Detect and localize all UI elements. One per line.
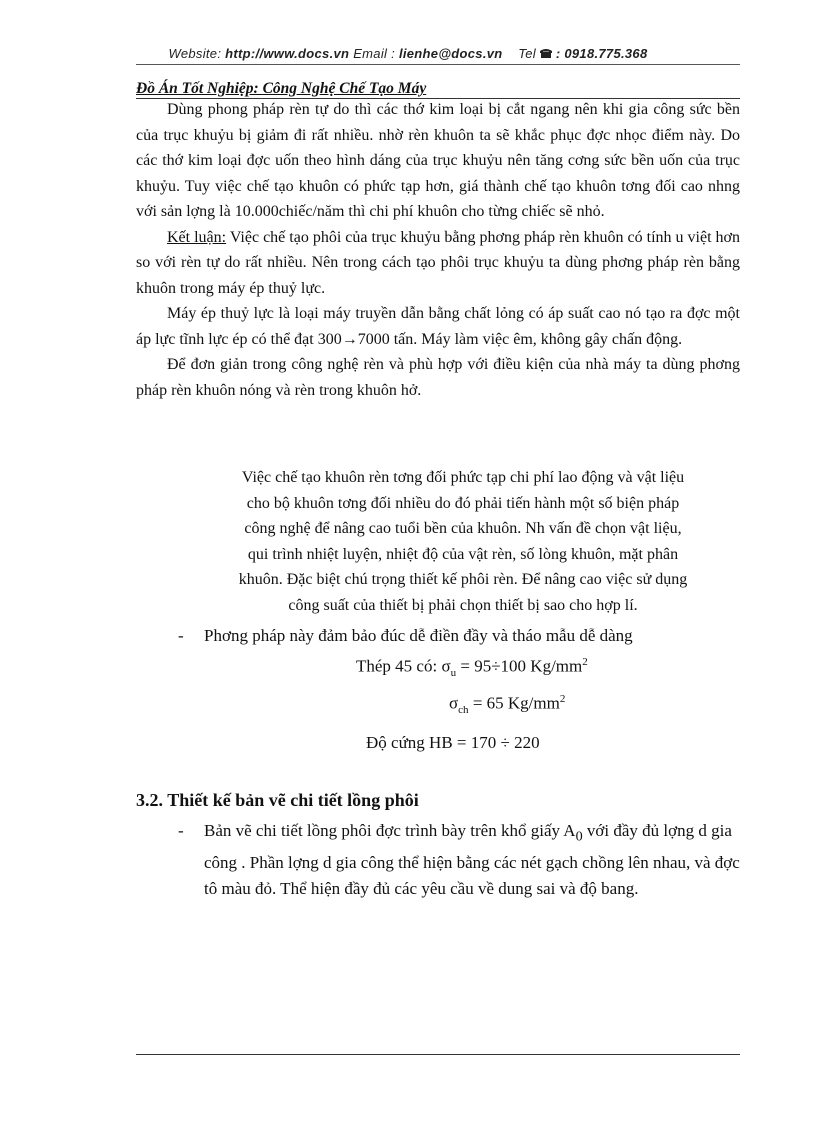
bullet-method [178,623,740,650]
formula-sigma-u [356,656,588,679]
centered-line: công nghệ để nâng cao tuổi bền của khuôn. Nh vấn đề chọn vật liệu, [244,520,682,537]
section-number: 3.2. [136,790,163,810]
formula-prefix: Thép 45 có: [356,656,442,676]
paragraph-conclusion [136,225,740,302]
footer-rule [136,1054,740,1055]
header-rule [136,64,740,65]
paragraph-forging: Dùng phong pháp rèn tự do thì các thớ kim loại bị cắt ngang nên khi gia công sức bền của trục khuỷu bị giảm đi rất nhiều. nhờ rèn khuôn ta sẽ khắc phục đợc nhọc điểm này. Do các thớ kim loại đợc uốn theo hình dáng của trục khuỷu nên tăng cơng sức bền uốn của trục khuỷu. Tuy việc chế tạo khuôn có phức tạp hơn, giá thành chế tạo khuôn tơng đối cao nhng với sản lợng là 10.000chiếc/năm thì chi phí khuôn cho từng chiếc sẽ nhỏ. [136,101,740,220]
centered-line: khuôn. Đặc biệt chú trọng thiết kế phôi rèn. Để nâng cao việc sử dụng [238,571,688,588]
formula-value: = 95÷100 Kg/mm [456,656,583,676]
press-text-a: Máy ép thuỷ lực là loại máy truyền dẫn bằng chất lỏng có áp suất cao nó tạo ra đợc một áp lực tĩnh lực ép có thể đạt 300 [136,305,740,348]
bullet-dash: - [178,821,184,840]
formula-value: = 65 Kg/mm [468,693,560,713]
bullet-text [204,818,740,903]
paragraph-press [136,301,740,352]
centered-block [188,465,738,618]
sigma-symbol: σ [441,656,451,676]
conclusion-text: Việc chế tạo phôi của trục khuỷu bằng phơng pháp rèn khuôn có tính u việt hơn so với rèn tự do rất nhiều. Nên trong cách tạo phôi trục khuỷu ta dùng phơng pháp rèn bằng khuôn trong máy ép thuỷ lực. [136,228,741,297]
formula-sigma-ch [449,693,565,716]
centered-line: Việc chế tạo khuôn rèn tơng đối phức tạp chi phí lao động và vật liệu [241,469,685,486]
website-label: Website: [168,46,222,61]
bullet-drawing [178,818,740,903]
formula-hardness: Độ cứng HB = 170 ÷ 220 [366,733,540,752]
sigma-subscript: ch [458,704,469,717]
tel-number: : 0918.775.368 [555,46,648,61]
paper-size-subscript: 0 [575,828,583,845]
formula-superscript: 2 [559,693,566,705]
bullet-text-b: với đầy đủ lợng d gia công . Phần lợng d gia công thể hiện bằng các nét gạch chồng lên nhau, và đợc tô màu đỏ. Thể hiện đầy đủ các yêu cầu về dung sai và độ bang. [204,821,740,899]
email-link[interactable]: lienhe@docs.vn [398,46,503,61]
phone-icon [540,46,556,61]
sigma-symbol: σ [449,693,459,713]
press-text-b: 7000 tấn. Máy làm việc êm, không gây chấn động. [357,330,683,348]
sigma-subscript: u [450,667,457,680]
email-label: Email : [353,46,396,61]
section-heading [136,790,419,811]
bullet-dash: - [178,626,184,645]
website-link[interactable]: http://www.docs.vn [225,46,350,61]
section-title: Thiết kế bản vẽ chi tiết lồng phôi [167,790,419,810]
paragraph-simplify: Để đơn giản trong công nghệ rèn và phù hợp với điều kiện của nhà máy ta dùng phơng pháp rèn khuôn nóng và rèn trong khuôn hở. [136,356,740,399]
bullet-text-a: Bản vẽ chi tiết lồng phôi đợc trình bày trên khổ giấy A [204,821,576,840]
arrow-right-icon: → [341,330,358,348]
page-header [0,46,816,61]
centered-line: cho bộ khuôn tơng đối nhiều do đó phải tiến hành một số biện pháp [246,494,680,512]
bullet-text: Phơng pháp này đảm bảo đúc dễ điền đầy và tháo mẫu dễ dàng [204,626,633,645]
formula-superscript: 2 [582,656,588,668]
body-text [136,97,740,403]
tel-label: Tel [518,46,536,61]
document-title: Đồ Án Tốt Nghiệp: Công Nghệ Chế Tạo Máy [136,80,427,97]
centered-line: công suất của thiết bị phải chọn thiết bị sao cho hợp lí. [288,596,638,614]
conclusion-label: Kết luận: [167,228,227,246]
centered-line: qui trình nhiệt luyện, nhiệt độ của vật rèn, số lòng khuôn, mặt phân [247,545,679,563]
